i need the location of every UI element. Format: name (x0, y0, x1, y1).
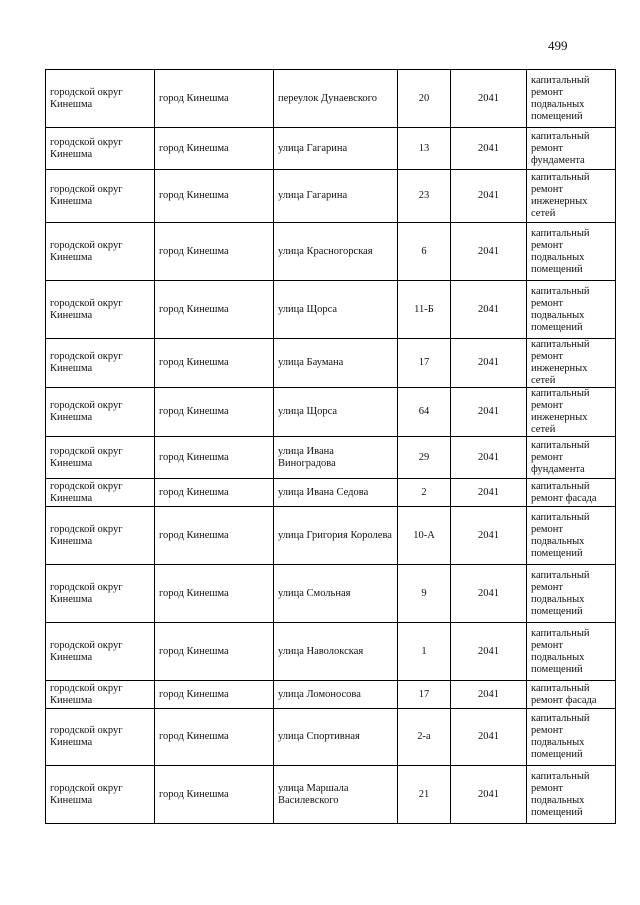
cell-year: 2041 (451, 681, 527, 709)
cell-house-number: 2-а (398, 709, 451, 766)
cell-street: улица Маршала Василевского (274, 766, 398, 824)
cell-work-type: капитальный ремонт подвальных помещений (527, 70, 616, 128)
cell-house-number: 23 (398, 170, 451, 223)
table-row (46, 70, 616, 128)
cell-work-type: капитальный ремонт подвальных помещений (527, 565, 616, 623)
cell-city: город Кинешма (155, 766, 274, 824)
cell-house-number: 20 (398, 70, 451, 128)
cell-district: городской округ Кинешма (46, 128, 155, 170)
cell-district: городской округ Кинешма (46, 681, 155, 709)
cell-city: город Кинешма (155, 281, 274, 339)
page-number: 499 (548, 38, 568, 53)
cell-city: город Кинешма (155, 223, 274, 281)
cell-work-type: капитальный ремонт подвальных помещений (527, 507, 616, 565)
cell-district: городской округ Кинешма (46, 281, 155, 339)
cell-city: город Кинешма (155, 681, 274, 709)
table-row (46, 479, 616, 507)
cell-street: улица Гагарина (274, 128, 398, 170)
cell-house-number: 17 (398, 339, 451, 388)
cell-work-type: капитальный ремонт фасада (527, 681, 616, 709)
cell-year: 2041 (451, 507, 527, 565)
cell-city: город Кинешма (155, 479, 274, 507)
cell-work-type: капитальный ремонт подвальных помещений (527, 766, 616, 824)
cell-district: городской округ Кинешма (46, 437, 155, 479)
cell-house-number: 21 (398, 766, 451, 824)
table-row (46, 170, 616, 223)
cell-city: город Кинешма (155, 128, 274, 170)
cell-street: улица Григория Королева (274, 507, 398, 565)
cell-work-type: капитальный ремонт подвальных помещений (527, 281, 616, 339)
cell-year: 2041 (451, 623, 527, 681)
cell-year: 2041 (451, 339, 527, 388)
cell-house-number: 1 (398, 623, 451, 681)
cell-year: 2041 (451, 170, 527, 223)
cell-street: улица Гагарина (274, 170, 398, 223)
cell-city: город Кинешма (155, 388, 274, 437)
cell-year: 2041 (451, 437, 527, 479)
cell-district: городской округ Кинешма (46, 623, 155, 681)
cell-house-number: 9 (398, 565, 451, 623)
cell-street: улица Ивана Седова (274, 479, 398, 507)
cell-street: улица Щорса (274, 281, 398, 339)
table-row (46, 681, 616, 709)
table-row (46, 565, 616, 623)
cell-street: улица Ивана Виноградова (274, 437, 398, 479)
cell-work-type: капитальный ремонт подвальных помещений (527, 223, 616, 281)
cell-district: городской округ Кинешма (46, 70, 155, 128)
cell-city: город Кинешма (155, 709, 274, 766)
cell-work-type: капитальный ремонт инженерных сетей (527, 170, 616, 223)
cell-street: улица Щорса (274, 388, 398, 437)
cell-house-number: 17 (398, 681, 451, 709)
cell-district: городской округ Кинешма (46, 565, 155, 623)
cell-street: улица Ломоносова (274, 681, 398, 709)
cell-house-number: 2 (398, 479, 451, 507)
repair-schedule-table (45, 69, 616, 824)
cell-house-number: 29 (398, 437, 451, 479)
cell-city: город Кинешма (155, 565, 274, 623)
cell-year: 2041 (451, 766, 527, 824)
cell-district: городской округ Кинешма (46, 766, 155, 824)
cell-house-number: 10-А (398, 507, 451, 565)
table-body (46, 70, 616, 824)
cell-house-number: 6 (398, 223, 451, 281)
table-row (46, 766, 616, 824)
cell-work-type: капитальный ремонт фундамента (527, 437, 616, 479)
cell-year: 2041 (451, 709, 527, 766)
cell-year: 2041 (451, 223, 527, 281)
cell-year: 2041 (451, 388, 527, 437)
cell-district: городской округ Кинешма (46, 170, 155, 223)
cell-year: 2041 (451, 128, 527, 170)
cell-street: улица Спортивная (274, 709, 398, 766)
cell-work-type: капитальный ремонт подвальных помещений (527, 623, 616, 681)
cell-district: городской округ Кинешма (46, 479, 155, 507)
cell-street: улица Наволокская (274, 623, 398, 681)
cell-city: город Кинешма (155, 170, 274, 223)
cell-house-number: 11-Б (398, 281, 451, 339)
cell-house-number: 64 (398, 388, 451, 437)
cell-street: улица Красногорская (274, 223, 398, 281)
cell-district: городской округ Кинешма (46, 223, 155, 281)
table-row (46, 709, 616, 766)
cell-district: городской округ Кинешма (46, 339, 155, 388)
cell-work-type: капитальный ремонт фасада (527, 479, 616, 507)
cell-district: городской округ Кинешма (46, 388, 155, 437)
table-row (46, 437, 616, 479)
table-row (46, 339, 616, 388)
cell-district: городской округ Кинешма (46, 709, 155, 766)
cell-city: город Кинешма (155, 623, 274, 681)
cell-year: 2041 (451, 281, 527, 339)
cell-district: городской округ Кинешма (46, 507, 155, 565)
cell-year: 2041 (451, 479, 527, 507)
cell-city: город Кинешма (155, 507, 274, 565)
cell-year: 2041 (451, 70, 527, 128)
cell-city: город Кинешма (155, 339, 274, 388)
cell-city: город Кинешма (155, 437, 274, 479)
cell-street: улица Баумана (274, 339, 398, 388)
table-row (46, 223, 616, 281)
cell-city: город Кинешма (155, 70, 274, 128)
cell-house-number: 13 (398, 128, 451, 170)
cell-work-type: капитальный ремонт фундамента (527, 128, 616, 170)
cell-work-type: капитальный ремонт инженерных сетей (527, 339, 616, 388)
cell-street: улица Смольная (274, 565, 398, 623)
table-row (46, 507, 616, 565)
cell-work-type: капитальный ремонт инженерных сетей (527, 388, 616, 437)
table-row (46, 281, 616, 339)
table-row (46, 128, 616, 170)
cell-street: переулок Дунаевского (274, 70, 398, 128)
table-row (46, 623, 616, 681)
table-row (46, 388, 616, 437)
cell-year: 2041 (451, 565, 527, 623)
cell-work-type: капитальный ремонт подвальных помещений (527, 709, 616, 766)
